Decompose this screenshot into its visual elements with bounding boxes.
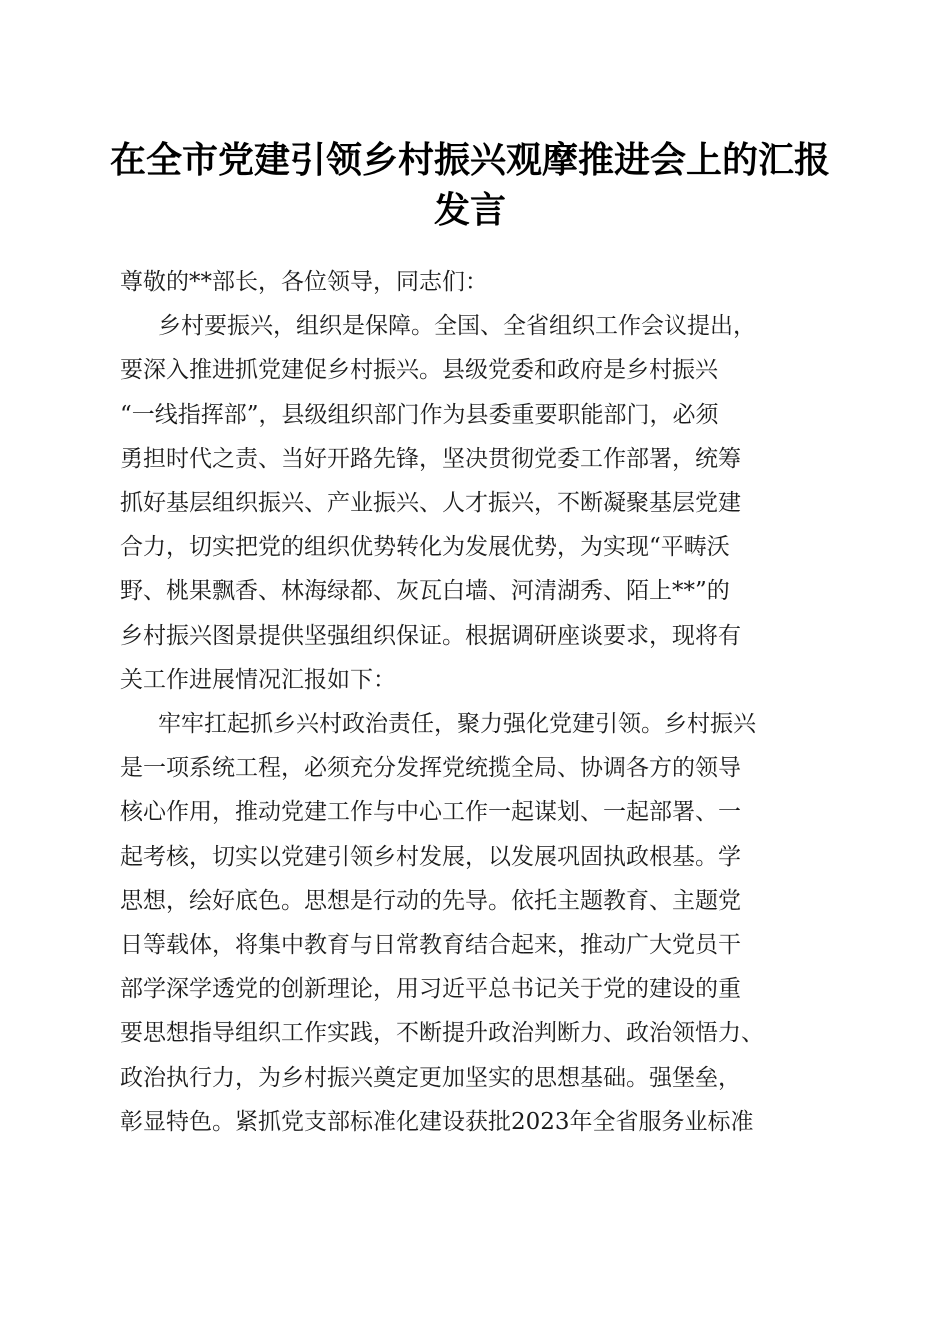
- paragraph-line: 抓好基层组织振兴、产业振兴、人才振兴，不断凝聚基层党建: [120, 490, 741, 517]
- paragraph-line: 勇担时代之责、当好开路先锋，坚决贯彻党委工作部署，统筹: [120, 445, 741, 472]
- paragraph-line: 合力，切实把党的组织优势转化为发展优势，为实现“平畴沃: [120, 534, 730, 561]
- salutation: [120, 260, 850, 304]
- paragraph-line: 起考核，切实以党建引领乡村发展，以发展巩固执政根基。学: [120, 843, 741, 870]
- paragraph-2: [120, 702, 850, 1144]
- salutation-line: 尊敬的**部长，各位领导，同志们：: [120, 269, 488, 295]
- paragraph-line: 野、桃果飘香、林海绿都、灰瓦白墙、河清湖秀、陌上**”的: [120, 578, 730, 605]
- title-line-2: 发言: [433, 189, 506, 231]
- paragraph-line: 核心作用，推动党建工作与中心工作一起谋划、一起部署、一: [120, 799, 741, 826]
- paragraph-line: 日等载体，将集中教育与日常教育结合起来，推动广大党员干: [120, 932, 741, 959]
- paragraph-line: 要思想指导组织工作实践，不断提升政治判断力、政治领悟力、: [120, 1020, 764, 1047]
- paragraph-line: 思想，绘好底色。思想是行动的先导。依托主题教育、主题党: [120, 887, 741, 914]
- title-line-1: 在全市党建引领乡村振兴观摩推进会上的汇报: [109, 139, 830, 181]
- paragraph-line: 关工作进展情况汇报如下：: [120, 666, 396, 693]
- page-title: [100, 135, 840, 235]
- paragraph-line: 要深入推进抓党建促乡村振兴。县级党委和政府是乡村振兴: [120, 357, 718, 384]
- document-body: [120, 260, 850, 1144]
- paragraph-line: 牢牢扛起抓乡兴村政治责任，聚力强化党建引领。乡村振兴: [158, 711, 756, 738]
- paragraph-line: 彰显特色。紧抓党支部标准化建设获批2023年全省服务业标准: [120, 1108, 754, 1135]
- paragraph-line: 部学深学透党的创新理论，用习近平总书记关于党的建设的重: [120, 976, 741, 1003]
- paragraph-1: [120, 304, 850, 702]
- paragraph-line: 乡村要振兴，组织是保障。全国、全省组织工作会议提出，: [158, 313, 756, 340]
- paragraph-line: 政治执行力，为乡村振兴奠定更加坚实的思想基础。强堡垒，: [120, 1064, 741, 1091]
- paragraph-line: 是一项系统工程，必须充分发挥党统揽全局、协调各方的领导: [120, 755, 741, 782]
- paragraph-line: “一线指挥部”，县级组织部门作为县委重要职能部门，必须: [120, 401, 719, 428]
- paragraph-line: 乡村振兴图景提供坚强组织保证。根据调研座谈要求，现将有: [120, 622, 741, 649]
